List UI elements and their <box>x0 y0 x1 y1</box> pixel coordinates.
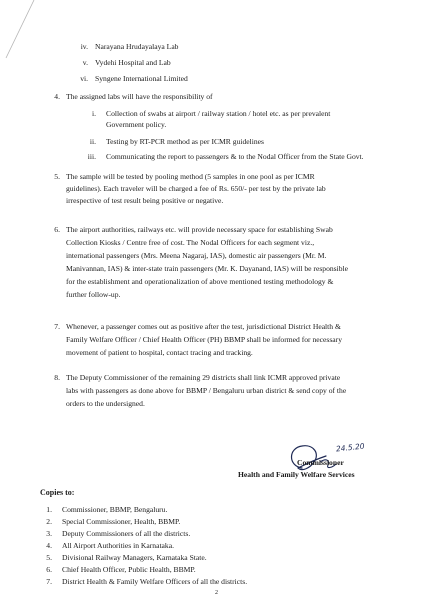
page-number: 2 <box>215 590 218 596</box>
point-number: 8. <box>54 373 60 382</box>
copy-number: 6. <box>46 565 52 574</box>
copy-recipient: Deputy Commissioners of all the districts. <box>62 529 191 538</box>
copy-number: 2. <box>46 517 52 526</box>
paragraph-line: for the establishment and operationalization of above mentioned testing methodology & <box>66 277 334 286</box>
paragraph-line: labs with passengers as done above for BBMP / Bengaluru urban district & send copy of the <box>66 386 347 395</box>
lab-name: Vydehi Hospital and Lab <box>95 58 171 67</box>
paragraph-line: guidelines). Each traveler will be charged a fee of Rs. 650/- per test by the private lab <box>66 184 326 193</box>
lab-name: Narayana Hrudayalaya Lab <box>95 42 179 51</box>
lab-numeral: v. <box>82 58 88 67</box>
point-number: 7. <box>54 322 60 331</box>
paragraph-line: The sample will be tested by pooling method (5 samples in one pool as per ICMR <box>66 172 315 181</box>
copy-number: 3. <box>46 529 52 538</box>
copy-recipient: Chief Health Officer, Public Health, BBMP. <box>62 565 196 574</box>
paragraph-line: irrespective of test result being positive or negative. <box>66 196 224 205</box>
paragraph-line: Collection Kiosks / Centre free of cost. The Nodal Officers for each segment viz., <box>66 238 315 247</box>
lab-name: Syngene International Limited <box>95 74 188 83</box>
sub-numeral: i. <box>91 109 96 118</box>
copy-recipient: Commissioner, BBMP, Bengaluru. <box>62 505 168 514</box>
copy-number: 7. <box>46 577 52 586</box>
signatory-designation: Commissioner <box>297 458 344 467</box>
paragraph-line: movement of patient to hospital, contact tracing and tracking. <box>66 348 253 357</box>
copy-number: 5. <box>46 553 52 562</box>
sub-item-text: Collection of swabs at airport / railway station / hotel etc. as per prevalent <box>106 109 331 118</box>
paragraph-line: Family Welfare Officer / Chief Health Officer (PH) BBMP shall be informed for necessary <box>66 335 342 344</box>
point-number: 5. <box>54 172 60 181</box>
paragraph-line: orders to the undersigned. <box>66 399 145 408</box>
point-4-intro: The assigned labs will have the responsibility of <box>66 92 213 101</box>
copy-recipient: District Health & Family Welfare Officers of all the districts. <box>62 577 248 586</box>
sub-item-text: Government policy. <box>106 120 167 129</box>
paragraph-line: The airport authorities, railways etc. will provide necessary space for establishing Swab <box>66 225 333 234</box>
sub-item-text: Testing by RT-PCR method as per ICMR guidelines <box>106 137 264 146</box>
copy-recipient: Special Commissioner, Health, BBMP. <box>62 517 181 526</box>
signature-date: 24.5.20 <box>335 441 365 454</box>
paragraph-line: further follow-up. <box>66 290 121 299</box>
copy-number: 1. <box>46 505 52 514</box>
copy-recipient: Divisional Railway Managers, Karnataka State. <box>62 553 207 562</box>
sub-numeral: iii. <box>87 152 96 161</box>
paragraph-line: Manivannan, IAS) & inter-state train passengers (Mr. K. Dayanand, IAS) will be responsible <box>66 264 349 273</box>
paragraph-line: Whenever, a passenger comes out as positive after the test, jurisdictional District Health & <box>66 322 341 331</box>
copies-heading: Copies to: <box>40 488 75 497</box>
sub-numeral: ii. <box>89 137 96 146</box>
lab-numeral: vi. <box>80 74 88 83</box>
paragraph-line: international passengers (Mrs. Meena Nagaraj, IAS), domestic air passengers (Mr. M. <box>66 251 327 260</box>
sub-item-text: Communicating the report to passengers & to the Nodal Officer from the State Govt. <box>106 152 364 161</box>
copy-recipient: All Airport Authorities in Karnataka. <box>62 541 174 550</box>
point-number: 4. <box>54 92 60 101</box>
lab-numeral: iv. <box>80 42 88 51</box>
point-number: 6. <box>54 225 60 234</box>
paragraph-line: The Deputy Commissioner of the remaining 29 districts shall link ICMR approved private <box>66 373 341 382</box>
copy-number: 4. <box>46 541 52 550</box>
scan-fold-line <box>0 0 40 60</box>
signatory-department: Health and Family Welfare Services <box>238 470 355 479</box>
